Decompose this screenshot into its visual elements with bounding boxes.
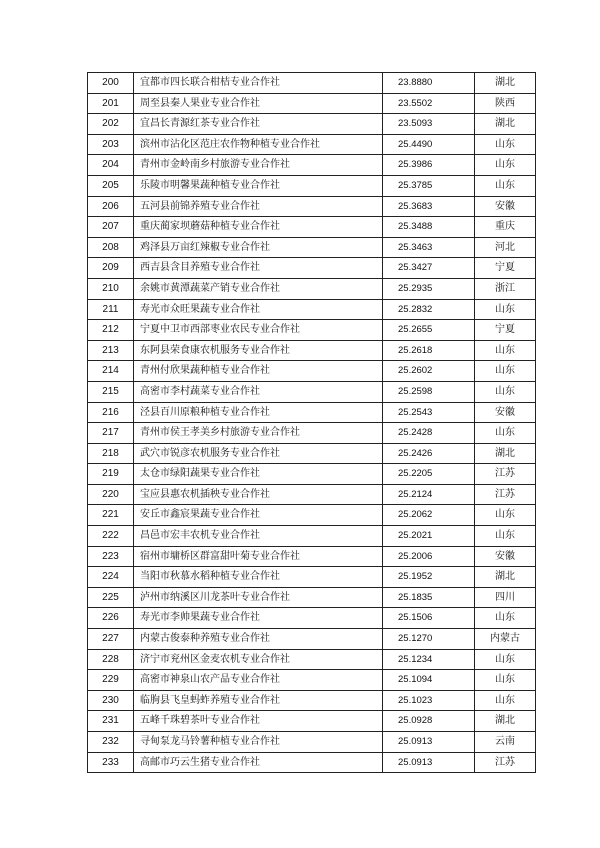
- province-name: 山东: [475, 340, 536, 361]
- cooperative-name: 高密市李村蔬菜专业合作社: [134, 381, 383, 402]
- score-value: 25.1506: [383, 608, 475, 629]
- table-body: [88, 73, 536, 773]
- table-row: [88, 73, 536, 94]
- cooperative-name: 昌邑市宏丰农机专业合作社: [134, 526, 383, 547]
- cooperative-name: 武穴市锐彦农机服务专业合作社: [134, 443, 383, 464]
- score-value: 25.2006: [383, 546, 475, 567]
- cooperative-name: 临朐县飞皇蚂蚱养殖专业合作社: [134, 690, 383, 711]
- cooperative-name: 东阿县荣食康农机服务专业合作社: [134, 340, 383, 361]
- table-row: [88, 381, 536, 402]
- province-name: 山东: [475, 134, 536, 155]
- table-row: [88, 423, 536, 444]
- province-name: 山东: [475, 505, 536, 526]
- province-name: 山东: [475, 155, 536, 176]
- table-row: [88, 752, 536, 773]
- cooperative-name: 太仓市绿阳蔬果专业合作社: [134, 464, 383, 485]
- table-row: [88, 443, 536, 464]
- cooperative-name: 宜都市四长联合柑桔专业合作社: [134, 73, 383, 94]
- province-name: 湖北: [475, 114, 536, 135]
- cooperative-name: 安丘市鑫宸果蔬专业合作社: [134, 505, 383, 526]
- score-value: 25.3427: [383, 258, 475, 279]
- score-value: 25.2428: [383, 423, 475, 444]
- table-row: [88, 587, 536, 608]
- table-row: [88, 155, 536, 176]
- row-number: 219: [88, 464, 134, 485]
- row-number: 218: [88, 443, 134, 464]
- province-name: 河北: [475, 237, 536, 258]
- score-value: 25.0913: [383, 732, 475, 753]
- row-number: 226: [88, 608, 134, 629]
- row-number: 206: [88, 196, 134, 217]
- score-value: 25.2021: [383, 526, 475, 547]
- province-name: 山东: [475, 361, 536, 382]
- table-row: [88, 608, 536, 629]
- province-name: 山东: [475, 299, 536, 320]
- province-name: 山东: [475, 649, 536, 670]
- row-number: 228: [88, 649, 134, 670]
- province-name: 湖北: [475, 711, 536, 732]
- table-row: [88, 196, 536, 217]
- cooperative-name: 内蒙古俊泰种养殖专业合作社: [134, 629, 383, 650]
- table-row: [88, 402, 536, 423]
- row-number: 232: [88, 732, 134, 753]
- score-value: 25.1023: [383, 690, 475, 711]
- score-value: 23.5093: [383, 114, 475, 135]
- table-row: [88, 237, 536, 258]
- province-name: 山东: [475, 381, 536, 402]
- score-value: 25.2935: [383, 278, 475, 299]
- row-number: 202: [88, 114, 134, 135]
- cooperative-name: 泾县百川原粮种植专业合作社: [134, 402, 383, 423]
- province-name: 山东: [475, 423, 536, 444]
- row-number: 229: [88, 670, 134, 691]
- score-value: 25.1270: [383, 629, 475, 650]
- score-value: 25.1234: [383, 649, 475, 670]
- score-value: 25.1835: [383, 587, 475, 608]
- ranking-table: [87, 72, 536, 773]
- table-row: [88, 567, 536, 588]
- score-value: 25.3463: [383, 237, 475, 258]
- table-row: [88, 649, 536, 670]
- cooperative-name: 济宁市兖州区金麦农机专业合作社: [134, 649, 383, 670]
- score-value: 23.5502: [383, 93, 475, 114]
- score-value: 25.1094: [383, 670, 475, 691]
- row-number: 225: [88, 587, 134, 608]
- cooperative-name: 泸州市纳溪区川龙茶叶专业合作社: [134, 587, 383, 608]
- cooperative-name: 宿州市墉桥区群富甜叶菊专业合作社: [134, 546, 383, 567]
- province-name: 山东: [475, 670, 536, 691]
- province-name: 湖北: [475, 567, 536, 588]
- province-name: 山东: [475, 608, 536, 629]
- row-number: 203: [88, 134, 134, 155]
- row-number: 223: [88, 546, 134, 567]
- province-name: 宁夏: [475, 320, 536, 341]
- cooperative-name: 寿光市李帅果蔬专业合作社: [134, 608, 383, 629]
- province-name: 江苏: [475, 752, 536, 773]
- cooperative-name: 周至县秦人果业专业合作社: [134, 93, 383, 114]
- cooperative-name: 寻甸泵龙马铃薯种植专业合作社: [134, 732, 383, 753]
- score-value: 25.2062: [383, 505, 475, 526]
- table-row: [88, 526, 536, 547]
- row-number: 230: [88, 690, 134, 711]
- cooperative-name: 宁夏中卫市西部枣业农民专业合作社: [134, 320, 383, 341]
- table-row: [88, 175, 536, 196]
- province-name: 安徽: [475, 546, 536, 567]
- table-row: [88, 484, 536, 505]
- score-value: 25.2426: [383, 443, 475, 464]
- cooperative-name: 当阳市秋慕水稻种植专业合作社: [134, 567, 383, 588]
- province-name: 宁夏: [475, 258, 536, 279]
- province-name: 山东: [475, 526, 536, 547]
- table-row: [88, 732, 536, 753]
- province-name: 山东: [475, 690, 536, 711]
- province-name: 浙江: [475, 278, 536, 299]
- row-number: 224: [88, 567, 134, 588]
- table-row: [88, 464, 536, 485]
- row-number: 208: [88, 237, 134, 258]
- cooperative-name: 五河县前锦养殖专业合作社: [134, 196, 383, 217]
- table-row: [88, 299, 536, 320]
- table-row: [88, 690, 536, 711]
- row-number: 210: [88, 278, 134, 299]
- province-name: 安徽: [475, 196, 536, 217]
- row-number: 216: [88, 402, 134, 423]
- table-row: [88, 629, 536, 650]
- row-number: 207: [88, 217, 134, 238]
- table-row: [88, 320, 536, 341]
- table-row: [88, 670, 536, 691]
- score-value: 23.8880: [383, 73, 475, 94]
- province-name: 陕西: [475, 93, 536, 114]
- table-row: [88, 93, 536, 114]
- score-value: 25.2618: [383, 340, 475, 361]
- score-value: 25.2832: [383, 299, 475, 320]
- cooperative-name: 重庆蔺家坝蘑菇种植专业合作社: [134, 217, 383, 238]
- row-number: 204: [88, 155, 134, 176]
- table-row: [88, 340, 536, 361]
- cooperative-name: 余姚市黄潭蔬菜产销专业合作社: [134, 278, 383, 299]
- province-name: 江苏: [475, 484, 536, 505]
- row-number: 200: [88, 73, 134, 94]
- province-name: 湖北: [475, 73, 536, 94]
- province-name: 江苏: [475, 464, 536, 485]
- province-name: 安徽: [475, 402, 536, 423]
- cooperative-name: 青州市侯王孝美乡村旅游专业合作社: [134, 423, 383, 444]
- row-number: 217: [88, 423, 134, 444]
- score-value: 25.3785: [383, 175, 475, 196]
- table-row: [88, 546, 536, 567]
- score-value: 25.2655: [383, 320, 475, 341]
- score-value: 25.2598: [383, 381, 475, 402]
- row-number: 220: [88, 484, 134, 505]
- score-value: 25.2205: [383, 464, 475, 485]
- row-number: 231: [88, 711, 134, 732]
- cooperative-name: 宝应县惠农机插秧专业合作社: [134, 484, 383, 505]
- cooperative-name: 宜昌长青源红茶专业合作社: [134, 114, 383, 135]
- cooperative-name: 青州市金岭南乡村旅游专业合作社: [134, 155, 383, 176]
- row-number: 227: [88, 629, 134, 650]
- cooperative-name: 寿光市众旺果蔬专业合作社: [134, 299, 383, 320]
- score-value: 25.3986: [383, 155, 475, 176]
- cooperative-name: 鸡泽县万亩红辣椒专业合作社: [134, 237, 383, 258]
- table-row: [88, 505, 536, 526]
- table-row: [88, 361, 536, 382]
- province-name: 内蒙古: [475, 629, 536, 650]
- cooperative-name: 高密市神泉山农产品专业合作社: [134, 670, 383, 691]
- score-value: 25.1952: [383, 567, 475, 588]
- score-value: 25.0913: [383, 752, 475, 773]
- row-number: 205: [88, 175, 134, 196]
- row-number: 221: [88, 505, 134, 526]
- cooperative-name: 乐陵市明馨果蔬种植专业合作社: [134, 175, 383, 196]
- table-row: [88, 114, 536, 135]
- row-number: 214: [88, 361, 134, 382]
- row-number: 201: [88, 93, 134, 114]
- province-name: 重庆: [475, 217, 536, 238]
- table-row: [88, 278, 536, 299]
- province-name: 云南: [475, 732, 536, 753]
- score-value: 25.3683: [383, 196, 475, 217]
- cooperative-name: 滨州市沾化区范庄农作物种植专业合作社: [134, 134, 383, 155]
- province-name: 四川: [475, 587, 536, 608]
- row-number: 213: [88, 340, 134, 361]
- row-number: 211: [88, 299, 134, 320]
- row-number: 209: [88, 258, 134, 279]
- table-row: [88, 217, 536, 238]
- row-number: 233: [88, 752, 134, 773]
- score-value: 25.2543: [383, 402, 475, 423]
- table-row: [88, 258, 536, 279]
- cooperative-name: 青州付欣果蔬种植专业合作社: [134, 361, 383, 382]
- score-value: 25.4490: [383, 134, 475, 155]
- row-number: 215: [88, 381, 134, 402]
- cooperative-name: 五峰千珠碧茶叶专业合作社: [134, 711, 383, 732]
- row-number: 222: [88, 526, 134, 547]
- cooperative-name: 高邮市巧云生猪专业合作社: [134, 752, 383, 773]
- province-name: 山东: [475, 175, 536, 196]
- score-value: 25.2602: [383, 361, 475, 382]
- table-row: [88, 134, 536, 155]
- province-name: 湖北: [475, 443, 536, 464]
- score-value: 25.2124: [383, 484, 475, 505]
- row-number: 212: [88, 320, 134, 341]
- cooperative-name: 西吉县含目养殖专业合作社: [134, 258, 383, 279]
- table-row: [88, 711, 536, 732]
- score-value: 25.0928: [383, 711, 475, 732]
- score-value: 25.3488: [383, 217, 475, 238]
